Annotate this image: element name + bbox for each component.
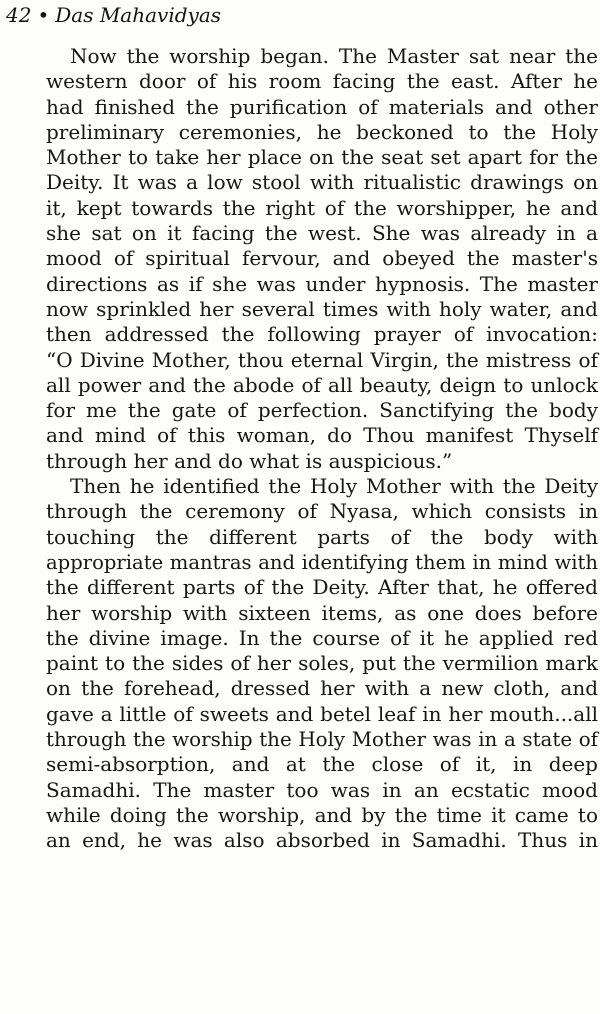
text-line: western door of his room facing the east. After he [46, 69, 598, 94]
text-line: touching the different parts of the body with [46, 524, 598, 549]
text-line: all power and the abode of all beauty, deign to unlock [46, 372, 598, 397]
text-line: directions as if she was under hypnosis. The master [46, 271, 598, 296]
text-line: Mother to take her place on the seat set apart for the [46, 145, 598, 170]
text-line: semi-absorption, and at the close of it, in deep [46, 752, 598, 777]
text-line: preliminary ceremonies, he beckoned to the Holy [46, 119, 598, 144]
text-line: Samadhi. The master too was in an ecstatic mood [46, 777, 598, 802]
text-line: then addressed the following prayer of invocation: [46, 322, 598, 347]
text-line: Then he identified the Holy Mother with the Deity [70, 474, 598, 499]
running-head [6, 2, 221, 28]
text-line: through the worship the Holy Mother was in a state of [46, 728, 598, 752]
text-line: Now the worship began. The Master sat near the [70, 44, 598, 68]
body-text [46, 44, 598, 854]
text-line: mood of spiritual fervour, and obeyed the master's [46, 246, 598, 271]
text-line: while doing the worship, and by the time it came to [46, 802, 598, 827]
text-line: her worship with sixteen items, as one does before [46, 600, 598, 625]
text-line: had finished the purification of materials and other [46, 94, 598, 119]
text-line: paint to the sides of her soles, put the vermilion mark [46, 651, 598, 676]
text-line: it, kept towards the right of the worshipper, he and [46, 195, 598, 220]
text-line: “O Divine Mother, thou eternal Virgin, the mistress of [46, 347, 598, 372]
bullet-separator: • [37, 3, 50, 27]
text-line: Deity. It was a low stool with ritualistic drawings on [46, 170, 598, 195]
paragraph-1 [46, 44, 598, 474]
text-line: gave a little of sweets and betel leaf in her mouth...all [46, 701, 598, 726]
text-line: the different parts of the Deity. After that, he offered [46, 575, 598, 600]
paragraph-2 [46, 474, 598, 853]
text-line: on the forehead, dressed her with a new cloth, and [46, 676, 598, 701]
text-line: an end, he was also absorbed in Samadhi. Thus in [46, 828, 598, 853]
text-line: the divine image. In the course of it he applied red [46, 625, 598, 650]
text-line: for me the gate of perfection. Sanctifying the body [46, 398, 598, 423]
text-line: appropriate mantras and identifying them in mind with [46, 550, 598, 574]
page-number: 42 [6, 3, 32, 27]
text-line: she sat on it facing the west. She was already in a [46, 221, 598, 246]
text-line: through the ceremony of Nyasa, which consists in [46, 499, 598, 524]
text-line: through her and do what is auspicious.” [46, 448, 453, 473]
book-title: Das Mahavidyas [55, 3, 222, 27]
text-line: and mind of this woman, do Thou manifest Thyself [46, 423, 598, 448]
text-line: now sprinkled her several times with holy water, and [46, 296, 598, 321]
